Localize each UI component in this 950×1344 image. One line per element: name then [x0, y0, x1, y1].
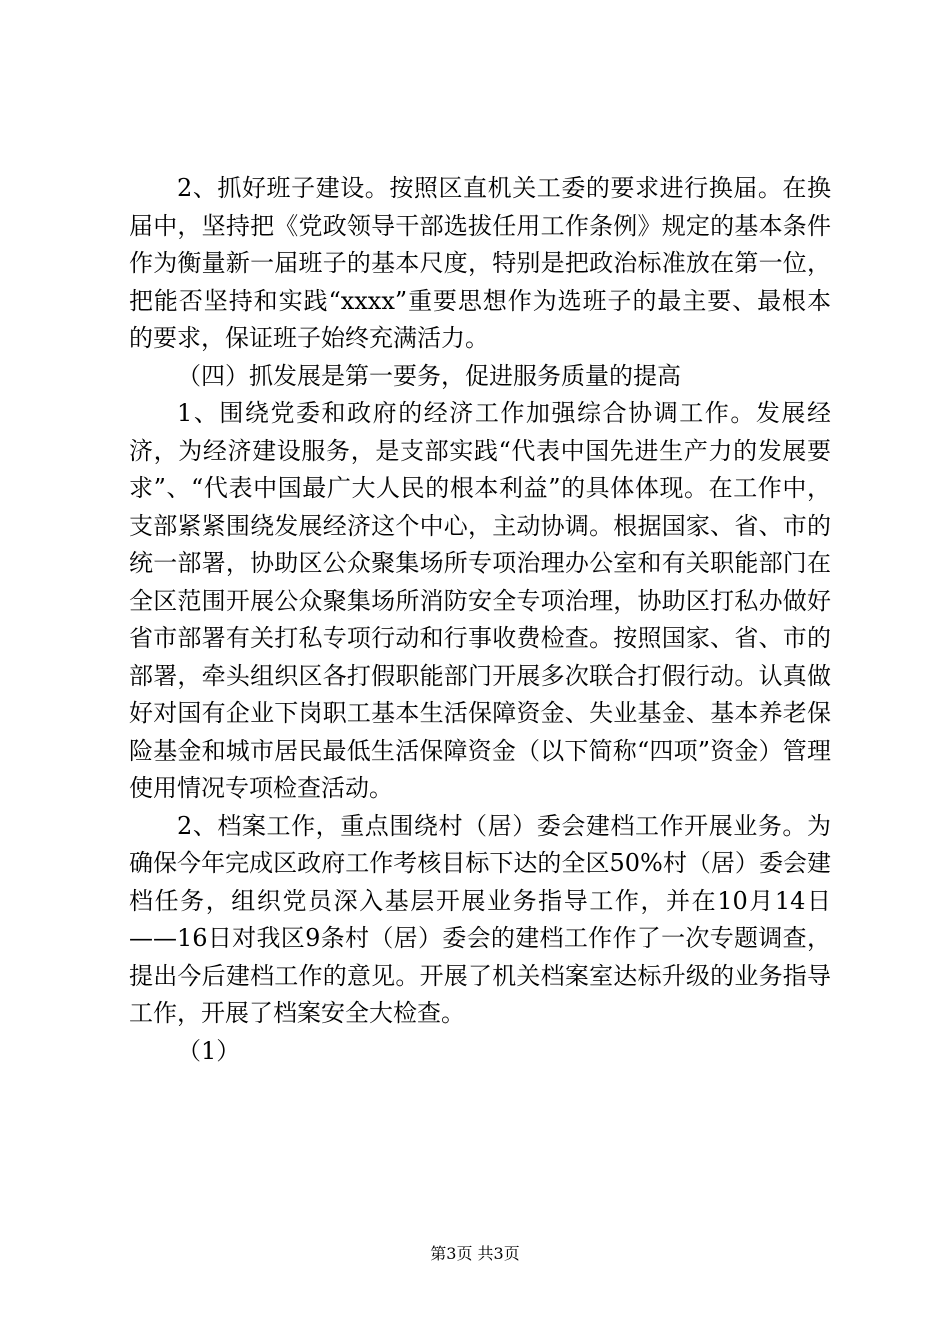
page-footer: 第3页 共3页 — [430, 1244, 520, 1263]
paragraph-team-building: 2、抓好班子建设。按照区直机关工委的要求进行换届。在换届中，坚持把《党政领导干部选拔任用工作条例》规定的基本条件作为衡量新一届班子的基本尺度，特别是把政治标准放在第一位，把能否坚持和实践“xxxx”重要思想作为选班子的最主要、最根本的要求，保证班子始终充满活力。 — [129, 174, 831, 352]
paragraph-economic-coordination: 1、围绕党委和政府的经济工作加强综合协调工作。发展经济，为经济建设服务，是支部实践“代表中国先进生产力的发展要求”、“代表中国最广大人民的根本利益”的具体体现。在工作中，支部紧紧围绕发展经济这个中心，主动协调。根据国家、省、市的统一部署，协助区公众聚集场所专项治理办公室和有关职能部门在全区范围开展公众聚集场所消防安全专项治理，协助区打私办做好省市部署有关打私专项行动和行事收费检查。按照国家、省、市的部署，牵头组织区各打假职能部门开展多次联合打假行动。认真做好对国有企业下岗职工基本生活保障资金、失业基金、基本养老保险基金和城市居民最低生活保障资金（以下简称“四项”资金）管理使用情况专项检查活动。 — [129, 399, 831, 802]
paragraph-archive-work: 2、档案工作，重点围绕村（居）委会建档工作开展业务。为确保今年完成区政府工作考核目标下达的全区50%村（居）委会建档任务，组织党员深入基层开展业务指导工作，并在10月14日——16日对我区9条村（居）委会的建档工作作了一次专题调查，提出今后建档工作的意见。开展了机关档案室达标升级的业务指导工作，开展了档案安全大检查。 — [129, 811, 831, 1027]
section-heading-four: （四）抓发展是第一要务，促进服务质量的提高 — [177, 361, 681, 390]
paragraph-item-one: （1） — [177, 1036, 241, 1065]
document-body — [129, 170, 831, 1070]
